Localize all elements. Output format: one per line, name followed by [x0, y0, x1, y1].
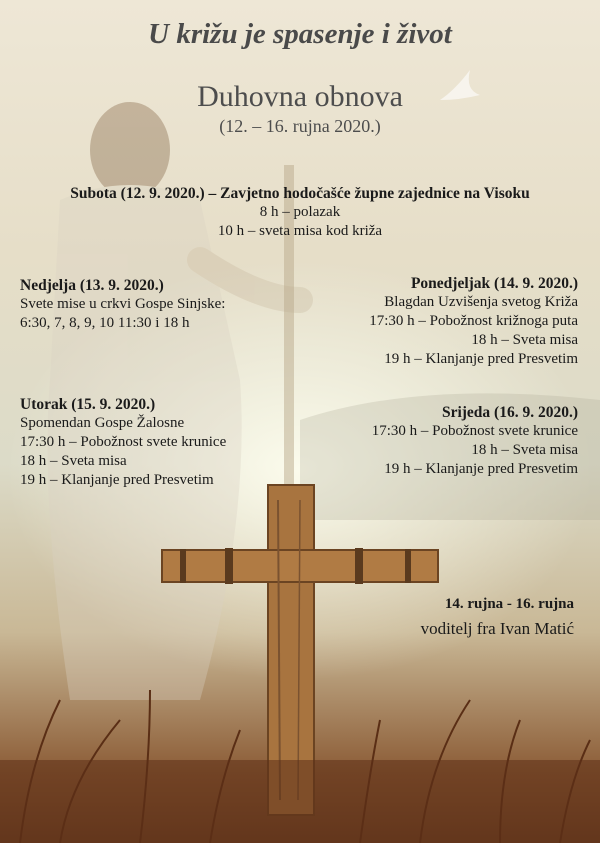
schedule-line: 17:30 h – Pobožnost križnoga puta: [369, 313, 578, 329]
schedule-line: 6:30, 7, 8, 9, 10 11:30 i 18 h: [20, 315, 190, 331]
schedule-line: 19 h – Klanjanje pred Presvetim: [384, 461, 578, 477]
wednesday-heading: Srijeda (16. 9. 2020.): [441, 404, 578, 421]
tuesday-schedule: [20, 395, 290, 490]
sunday-schedule: [20, 276, 280, 333]
schedule-line: 17:30 h – Pobožnost svete krunice: [371, 423, 578, 439]
sunday-heading: Nedjelja (13. 9. 2020.): [20, 277, 164, 294]
schedule-line: 19 h – Klanjanje pred Presvetim: [384, 351, 578, 367]
monday-schedule: [278, 274, 578, 369]
schedule-line: 8 h – polazak: [259, 204, 341, 220]
schedule-line: Spomendan Gospe Žalosne: [20, 415, 185, 431]
tuesday-heading: Utorak (15. 9. 2020.): [20, 396, 156, 413]
schedule-line: 18 h – Sveta misa: [471, 442, 578, 458]
leader-dates: 14. rujna - 16. rujna: [444, 596, 574, 612]
schedule-line: 19 h – Klanjanje pred Presvetim: [20, 472, 214, 488]
schedule-line: Blagdan Uzvišenja svetog Križa: [384, 294, 578, 310]
schedule-line: 18 h – Sveta misa: [471, 332, 578, 348]
event-dates: (12. – 16. rujna 2020.): [219, 116, 381, 136]
saturday-schedule: [0, 184, 600, 241]
leader-name: voditelj fra Ivan Matić: [420, 619, 574, 638]
monday-heading: Ponedjeljak (14. 9. 2020.): [410, 275, 578, 292]
saturday-heading: Subota (12. 9. 2020.) – Zavjetno hodočašće župne zajednice na Visoku: [70, 185, 530, 202]
schedule-line: 17:30 h – Pobožnost svete krunice: [20, 434, 227, 450]
wednesday-schedule: [278, 403, 578, 479]
poster-title: U križu je spasenje i život: [148, 18, 452, 50]
retreat-leader: [334, 596, 574, 639]
schedule-line: 10 h – sveta misa kod križa: [217, 223, 383, 239]
poster-subtitle: Duhovna obnova: [197, 80, 403, 113]
schedule-line: 18 h – Sveta misa: [20, 453, 127, 469]
schedule-line: Svete mise u crkvi Gospe Sinjske:: [20, 296, 226, 312]
